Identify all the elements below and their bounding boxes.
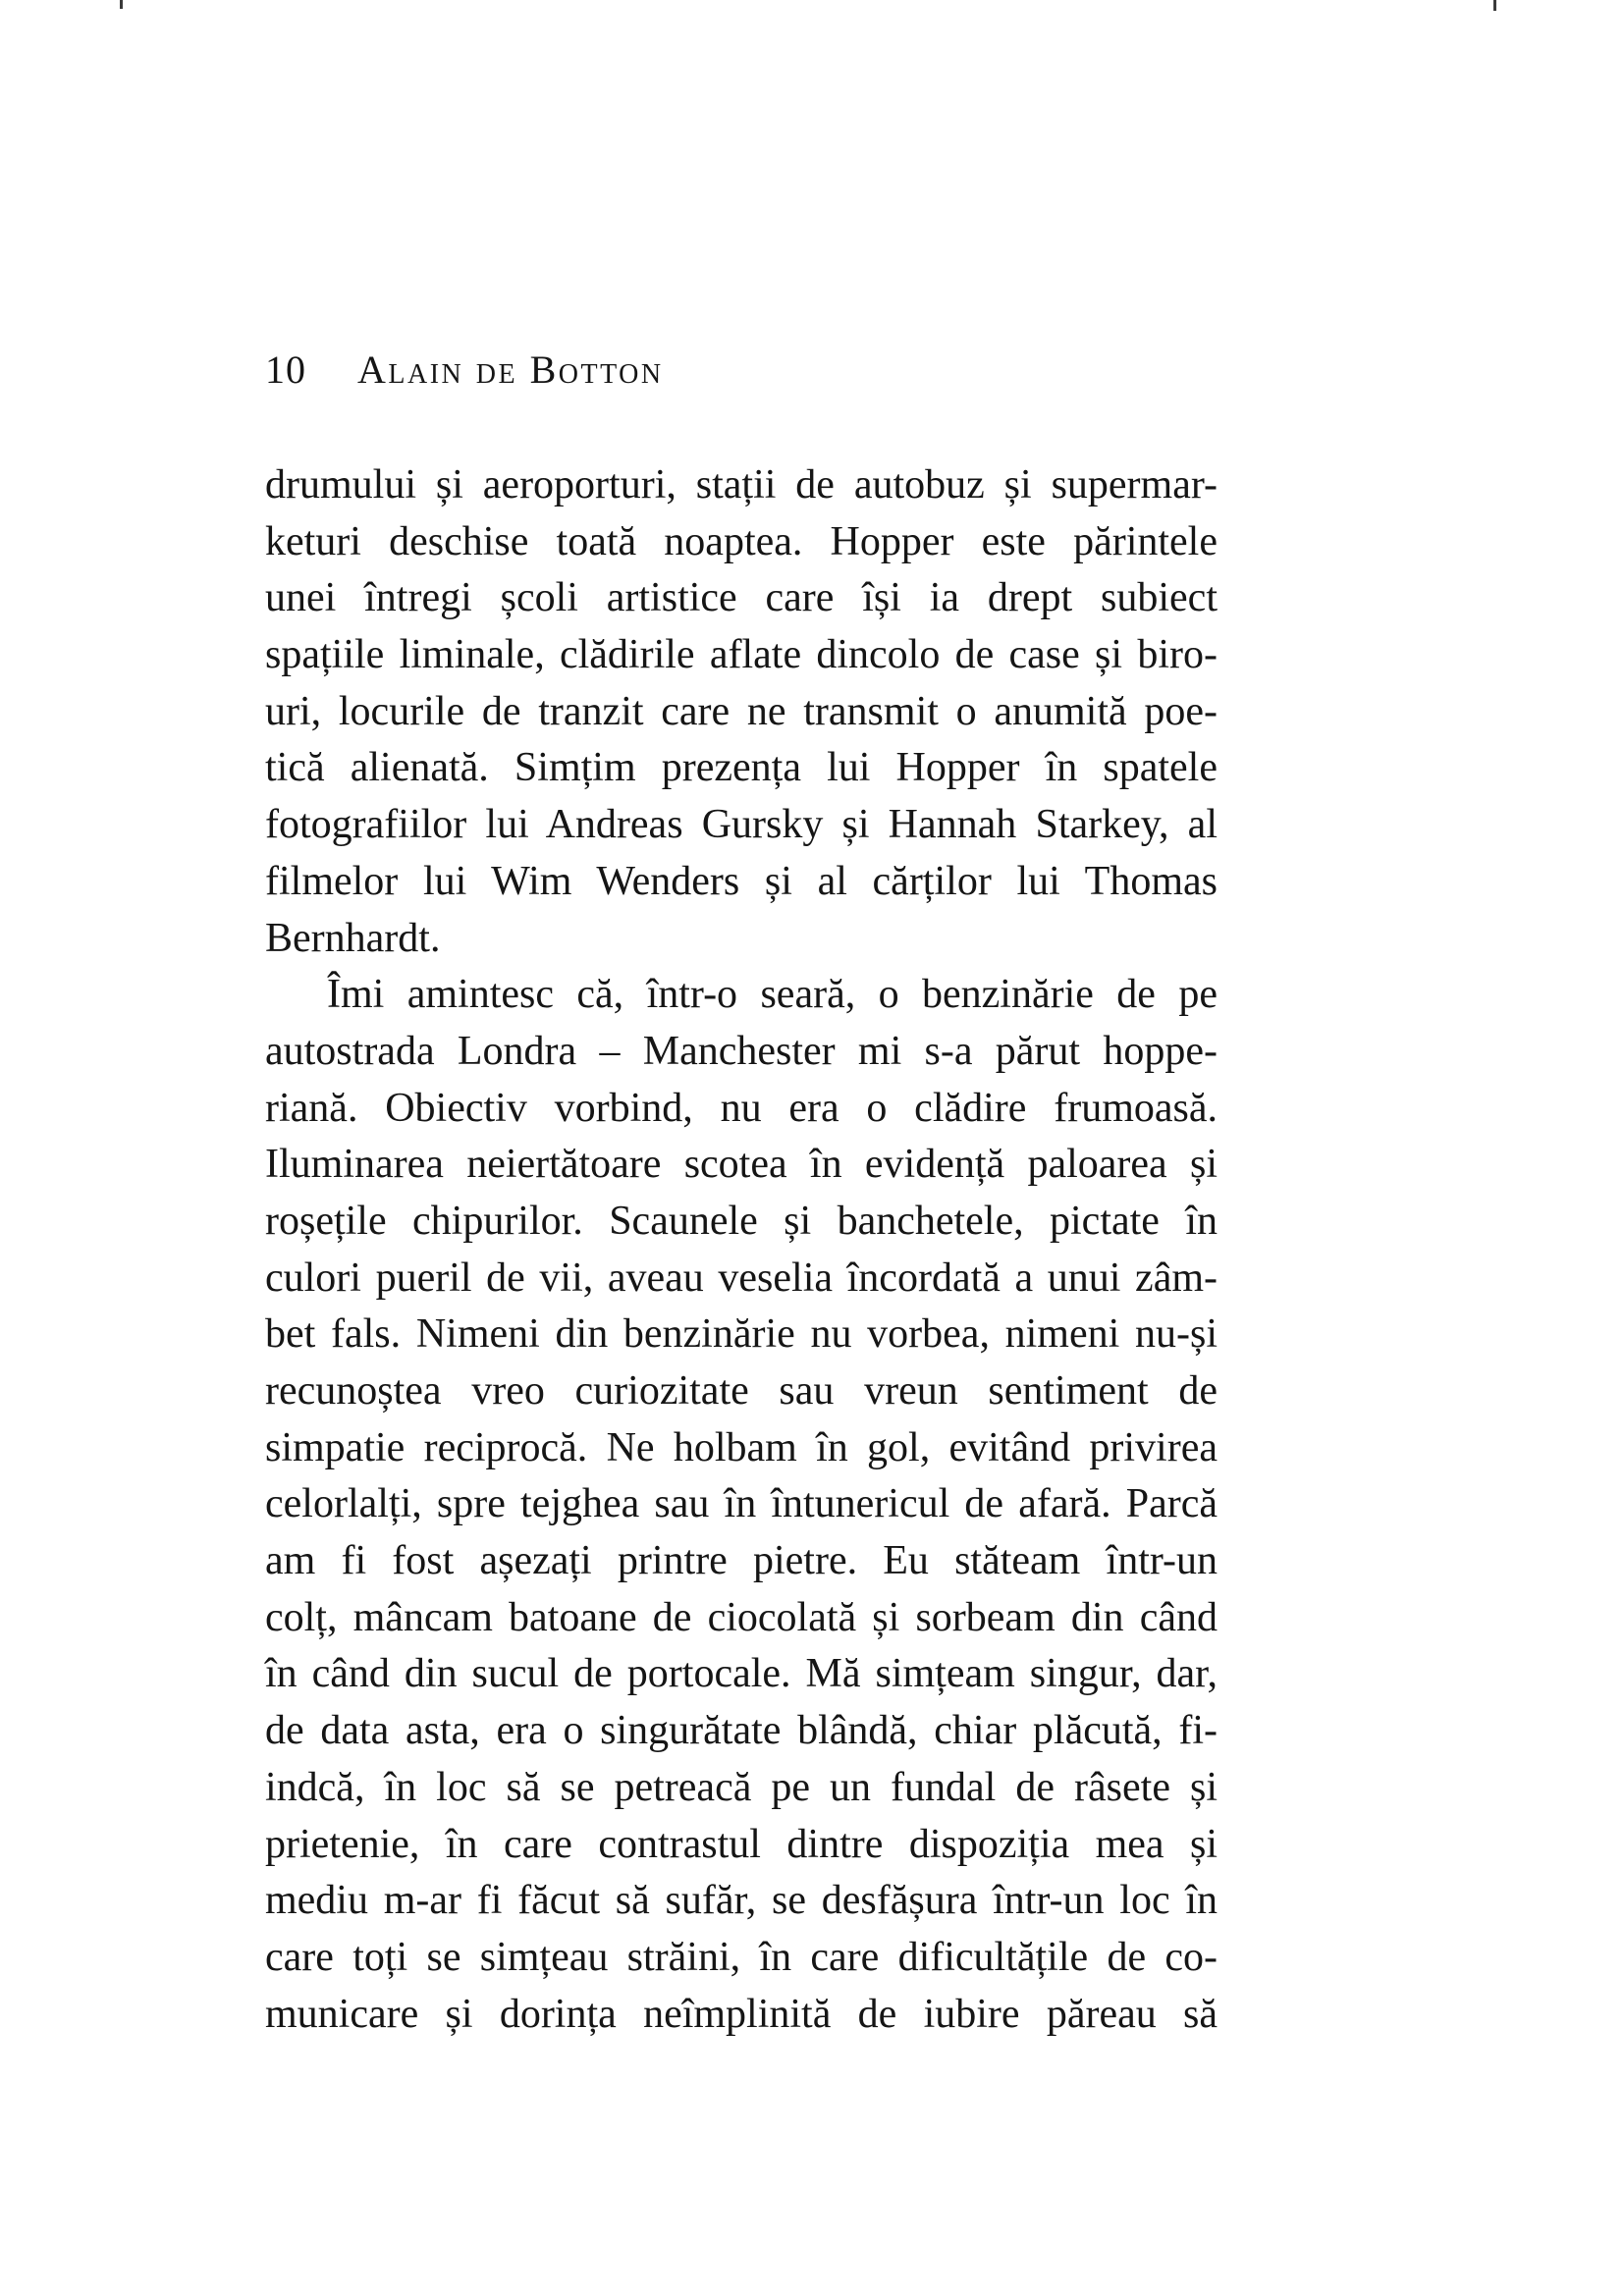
crop-mark-left — [120, 0, 123, 9]
text-line: celorlalți, spre tejghea sau în întunericul de afară. Parcă — [265, 1481, 1218, 1527]
text-line: Iluminarea neiertătoare scotea în evidență paloarea și — [265, 1142, 1218, 1188]
body-text — [265, 457, 1218, 2043]
text-line: uri, locurile de tranzit care ne transmit o anumită poe- — [265, 688, 1218, 734]
crop-mark-right — [1493, 0, 1496, 11]
text-line: Bernhardt. — [265, 915, 441, 961]
text-line: unei întregi școli artistice care își ia drept subiect — [265, 575, 1218, 621]
text-line: tică alienată. Simțim prezența lui Hopper în spatele — [265, 745, 1218, 791]
text-line: drumului și aeroporturi, stații de autobuz și supermar- — [265, 462, 1218, 507]
text-line: roșețile chipurilor. Scaunele și banchetele, pictate în — [265, 1198, 1218, 1244]
text-line: am fi fost așezați printre pietre. Eu stăteam într-un — [265, 1538, 1218, 1584]
text-line: bet fals. Nimeni din benzinărie nu vorbea, nimeni nu-și — [265, 1311, 1218, 1358]
text-line: filmelor lui Wim Wenders și al cărților lui Thomas — [265, 858, 1218, 904]
text-line: keturi deschise toată noaptea. Hopper este părintele — [265, 518, 1218, 564]
text-line: spațiile liminale, clădirile aflate dincolo de case și biro- — [265, 632, 1218, 678]
text-line: autostrada Londra – Manchester mi s-a părut hoppe- — [265, 1028, 1218, 1074]
text-line: municare și dorința neîmplinită de iubire păreau să — [265, 1991, 1218, 2037]
text-line: simpatie reciprocă. Ne holbam în gol, evitând privirea — [265, 1424, 1218, 1470]
text-line: de data asta, era o singurătate blândă, chiar plăcută, fi- — [265, 1708, 1218, 1754]
text-line: prietenie, în care contrastul dintre dispoziția mea și — [265, 1821, 1218, 1867]
text-line: riană. Obiectiv vorbind, nu era o clădire frumoasă. — [265, 1085, 1218, 1131]
text-line: în când din sucul de portocale. Mă simțeam singur, dar, — [265, 1651, 1218, 1697]
text-line: care toți se simțeau străini, în care dificultățile de co- — [265, 1934, 1218, 1980]
text-line: recunoștea vreo curiozitate sau vreun sentiment de — [265, 1368, 1218, 1414]
text-line: Îmi amintesc că, într-o seară, o benzinărie de pe — [327, 972, 1218, 1018]
running-header — [265, 347, 664, 392]
text-line: indcă, în loc să se petreacă pe un fundal de râsete și — [265, 1764, 1218, 1810]
text-line: fotografiilor lui Andreas Gursky și Hannah Starkey, al — [265, 802, 1218, 848]
text-line: culori pueril de vii, aveau veselia încordată a unui zâm- — [265, 1255, 1218, 1301]
page-number: 10 — [265, 347, 306, 392]
text-line: colț, mâncam batoane de ciocolată și sorbeam din când — [265, 1594, 1218, 1640]
author-running-head: Alain de Botton — [357, 347, 664, 392]
text-line: mediu m-ar fi făcut să sufăr, se desfășura într-un loc în — [265, 1878, 1218, 1924]
